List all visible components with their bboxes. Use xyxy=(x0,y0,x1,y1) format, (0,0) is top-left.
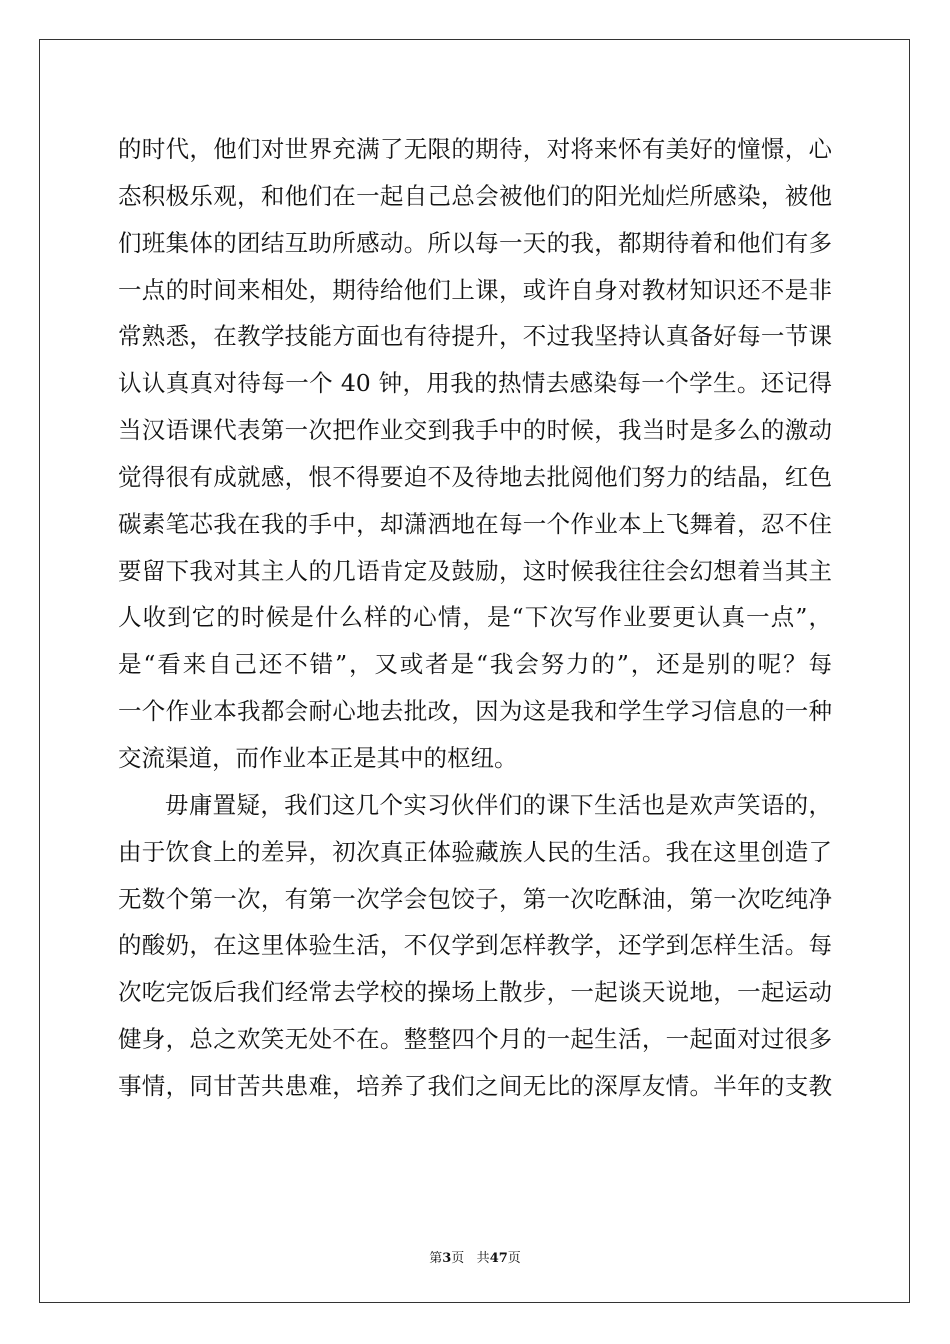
text-line: 毋庸置疑，我们这几个实习伙伴们的课下生活也是欢声笑语的， xyxy=(165,790,832,819)
page-footer xyxy=(0,1247,950,1266)
text-line: 态积极乐观，和他们在一起自己总会被他们的阳光灿烂所感染，被他 xyxy=(118,181,832,210)
text-line: 人收到它的时候是什么样的心情，是“下次写作业要更认真一点”， xyxy=(118,603,832,632)
text-line: 是“看来自己还不错”，又或者是“我会努力的”，还是别的呢？每 xyxy=(118,650,832,679)
text-line: 健身，总之欢笑无处不在。整整四个月的一起生活，一起面对过很多 xyxy=(118,1025,832,1054)
text-line: 觉得很有成就感，恨不得要迫不及待地去批阅他们努力的结晶，红色 xyxy=(118,462,832,491)
text-line: 们班集体的团结互助所感动。所以每一天的我，都期待着和他们有多 xyxy=(118,228,832,257)
text-line: 事情，同甘苦共患难，培养了我们之间无比的深厚友情。半年的支教 xyxy=(118,1071,832,1100)
total-pages: 47 xyxy=(489,1251,508,1266)
text-line: 一点的时间来相处，期待给他们上课，或许自身对教材知识还不是非 xyxy=(118,275,832,304)
text-line: 无数个第一次，有第一次学会包饺子，第一次吃酥油，第一次吃纯净 xyxy=(118,884,832,913)
text-line: 当汉语课代表第一次把作业交到我手中的时候，我当时是多么的激动 xyxy=(118,416,832,445)
paragraph-1 xyxy=(118,126,832,782)
text-line: 碳素笔芯我在我的手中，却潇洒地在每一个作业本上飞舞着，忍不住 xyxy=(118,509,832,538)
text-line: 的时代，他们对世界充满了无限的期待，对将来怀有美好的憧憬，心 xyxy=(118,135,832,163)
text-line: 交流渠道，而作业本正是其中的枢纽。 xyxy=(118,743,518,772)
text-line: 认认真真对待每一个 40 钟，用我的热情去感染每一个学生。还记得 xyxy=(118,369,832,398)
page-number: 3 xyxy=(442,1251,452,1266)
paragraph-2 xyxy=(118,782,832,1110)
text-line: 要留下我对其主人的几语肯定及鼓励，这时候我往往会幻想着当其主 xyxy=(118,556,832,585)
total-prefix: 共 xyxy=(476,1251,490,1266)
text-line: 一个作业本我都会耐心地去批改，因为这是我和学生学习信息的一种 xyxy=(118,697,832,726)
text-line: 由于饮食上的差异，初次真正体验藏族人民的生活。我在这里创造了 xyxy=(118,837,832,866)
text-line: 次吃完饭后我们经常去学校的操场上散步，一起谈天说地，一起运动 xyxy=(118,978,832,1007)
text-line: 的酸奶，在这里体验生活，不仅学到怎样教学，还学到怎样生活。每 xyxy=(118,931,832,960)
text-line: 常熟悉，在教学技能方面也有待提升，不过我坚持认真备好每一节课 xyxy=(118,322,832,351)
page-suffix: 页 xyxy=(451,1251,465,1266)
total-suffix: 页 xyxy=(507,1251,521,1266)
document-body xyxy=(118,126,832,1110)
page-prefix: 第 xyxy=(429,1251,443,1266)
